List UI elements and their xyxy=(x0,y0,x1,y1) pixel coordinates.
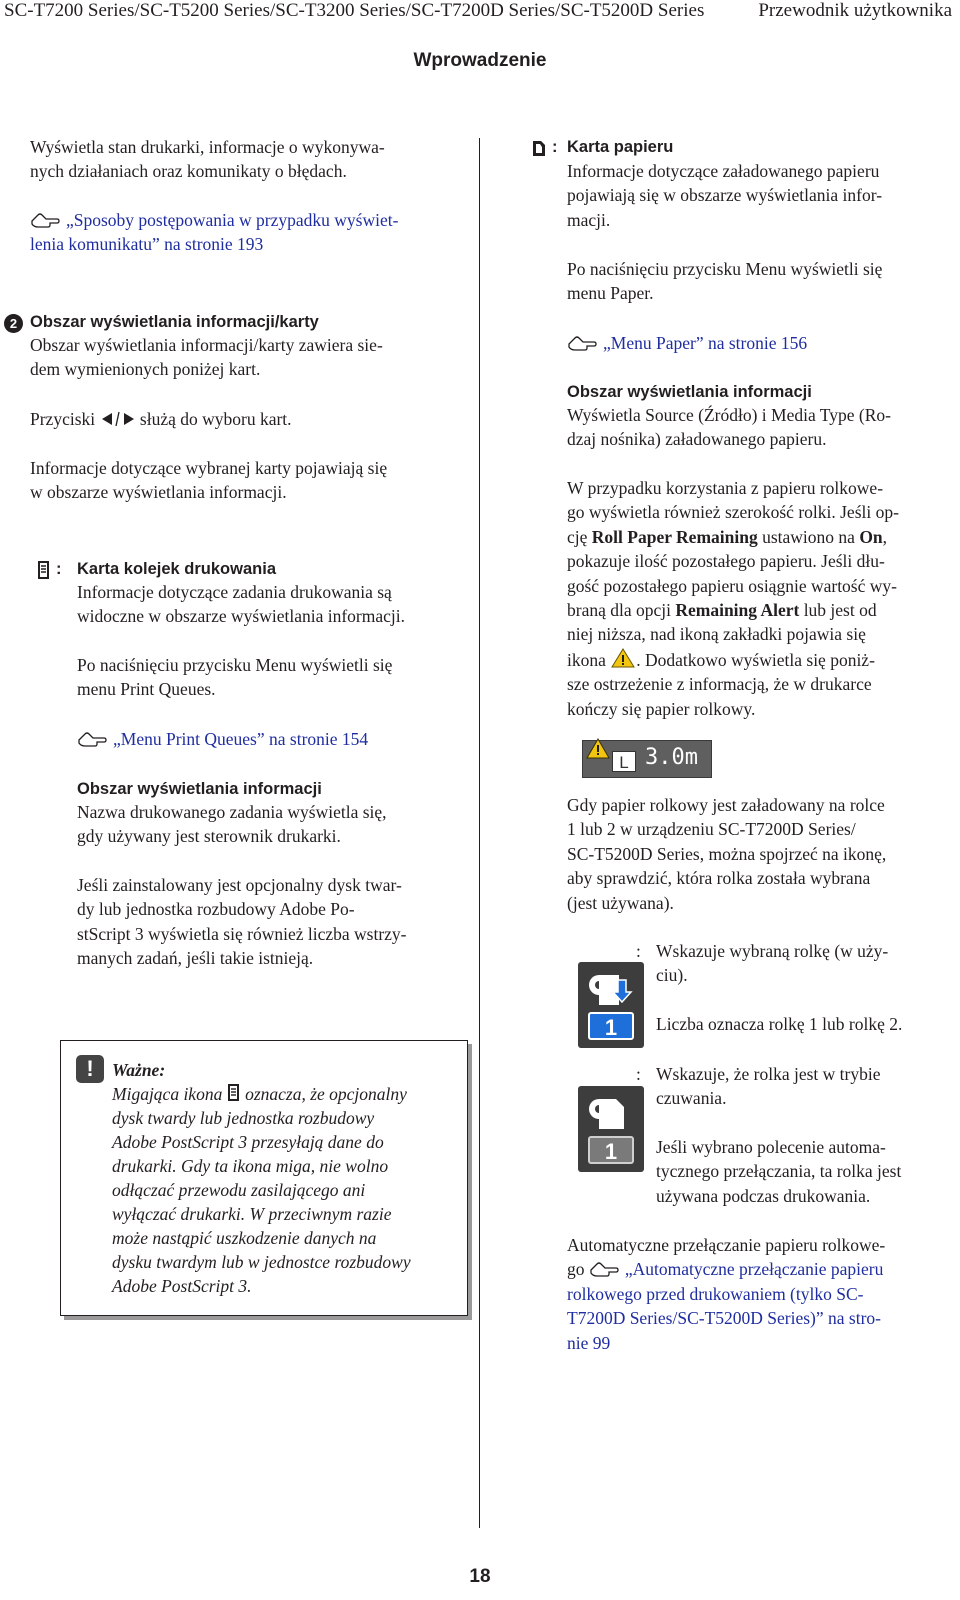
intro-paragraph: Wyświetla stan drukarki, informacje o wykonywa- nych działaniach oraz komunikaty o błędach. xyxy=(30,137,385,182)
standby-roll-text: Wskazuje, że rolka jest w trybie czuwania. xyxy=(656,1064,881,1109)
roll-letter-badge: L xyxy=(612,751,636,772)
paper-info-heading: Obszar wyświetlania informacji xyxy=(567,383,812,401)
print-queue-menu-text: Po naciśnięciu przycisku Menu wyświetli się menu Print Queues. xyxy=(77,655,393,700)
paper-colon: : xyxy=(552,138,558,156)
left-right-arrow-icon xyxy=(100,411,136,427)
paper-menu-text: Po naciśnięciu przycisku Menu wyświetli się menu Paper. xyxy=(567,259,883,304)
important-note-text: Ważne: Migająca ikona oznacza, że opcjonalny dysk twardy lub jednostka rozbudowy Adobe PostScript 3 przesyłają dane do drukarki. Gdy ta ikona miga, nie wolno odłączać przewodu zasilającego ani wyłączać drukarki. W przeciwnym razie może nastąpić uszkodzenie danych na dysku twardym lub w jednostce rozbudowy Adobe PostScript 3. xyxy=(112,1060,411,1296)
hdd-info-text: Jeśli zainstalowany jest opcjonalny dysk twar- dy lub jednostka rozbudowy Adobe Po- stScript 3 wyświetla się również liczba wstrzy- manych zadań, jeśli takie istnieją. xyxy=(77,875,407,969)
important-title: Ważne: xyxy=(112,1060,166,1080)
auto-switch-paragraph: Automatyczne przełączanie papieru rolkowe- go „Automatyczne przełączanie papieru rolkowego przed drukowaniem (tylko SC- T7200D Series/SC-T5200D Series)” na stro- nie 99 xyxy=(567,1235,886,1353)
info-tab-area-heading: Obszar wyświetlania informacji/karty xyxy=(30,313,319,331)
paper-tab-desc: Informacje dotyczące załadowanego papieru pojawiają się w obszarze wyświetlania infor- macji. xyxy=(567,161,883,230)
warning-icon xyxy=(610,647,636,669)
queue-colon: : xyxy=(56,560,62,578)
page-number: 18 xyxy=(469,1566,491,1587)
standby-colon: : xyxy=(636,1064,641,1084)
roll-selected-icon xyxy=(578,962,644,1048)
queue-info-desc: Nazwa drukowanego zadania wyświetla się, gdy używany jest sterownik drukarki. xyxy=(77,802,387,847)
item-number-2: 2 xyxy=(4,314,23,333)
pointing-hand-icon xyxy=(77,729,107,747)
pointing-hand-icon xyxy=(589,1259,619,1277)
queue-info-heading: Obszar wyświetlania informacji xyxy=(77,780,322,798)
auto-switch-link[interactable]: „Automatyczne przełączanie papieru xyxy=(589,1259,883,1279)
roll-number-badge: 1 xyxy=(588,1012,634,1040)
header-guide-title: Przewodnik użytkownika xyxy=(758,0,952,21)
section-title: Wprowadzenie xyxy=(413,50,547,71)
paper-info-desc: Wyświetla Source (Źródło) i Media Type (Ro- dzaj nośnika) załadowanego papieru. xyxy=(567,405,891,450)
error-messages-link[interactable]: „Sposoby postępowania w przypadku wyświet- lenia komunikatu” na stronie 193 xyxy=(30,210,399,255)
print-queue-heading: Karta kolejek drukowania xyxy=(77,560,276,578)
tab-info-text: Informacje dotyczące wybranej karty pojawiają się w obszarze wyświetlania informacji. xyxy=(30,458,388,503)
roll-number-text: Liczba oznacza rolkę 1 lub rolkę 2. xyxy=(656,1014,903,1034)
info-tab-area-desc: Obszar wyświetlania informacji/karty zawiera sie- dem wymienionych poniżej kart. xyxy=(30,335,383,380)
menu-paper-link[interactable]: „Menu Paper” na stronie 156 xyxy=(567,331,807,355)
auto-switch-roll-text: Jeśli wybrano polecenie automa- tycznego przełączania, ta rolka jest używana podczas drukowania. xyxy=(656,1137,902,1206)
roll-standby-icon xyxy=(578,1086,644,1172)
print-queue-icon xyxy=(227,1083,241,1103)
tab-navigation-text: Przyciski służą do wyboru kart. xyxy=(30,409,292,429)
print-queue-icon xyxy=(36,560,52,587)
header-series: SC-T7200 Series/SC-T5200 Series/SC-T3200 Series/SC-T7200D Series/SC-T5200D Series xyxy=(4,0,705,21)
selected-colon: : xyxy=(636,941,641,961)
roll-paper-remaining-text: W przypadku korzystania z papieru rolkowe- go wyświetla również szerokość rolki. Jeśli op- cję Roll Paper Remaining ustawiono na On, pokazuje ilość pozostałego papieru. Jeśli dłu- gość pozostałego papieru osiągnie wartość wy- braną dla opcji Remaining Alert lub jest od niej niższa, nad ikoną zakładki pojawia się ikona . Dodatkowo wyświetla się poniż- sze ostrzeżenie z informacją, że w drukarce kończy się papier rolkowy. xyxy=(567,478,899,719)
print-queue-desc: Informacje dotyczące zadania drukowania są widoczne w obszarze wyświetlania informacji. xyxy=(77,582,405,627)
important-icon: ! xyxy=(76,1055,104,1083)
menu-print-queues-link[interactable]: „Menu Print Queues” na stronie 154 xyxy=(77,727,368,751)
paper-tab-icon xyxy=(530,138,548,163)
roll-remaining-value: 3.0m xyxy=(645,745,698,770)
paper-tab-heading: Karta papieru xyxy=(567,138,674,156)
dual-roll-text: Gdy papier rolkowy jest załadowany na rolce 1 lub 2 w urządzeniu SC-T7200D Series/ SC-T5200D Series, można spojrzeć na ikonę, aby sprawdzić, która rolka została wybrana (jest używana). xyxy=(567,795,887,913)
roll-number-badge: 1 xyxy=(588,1136,634,1164)
warning-icon xyxy=(586,738,610,760)
pointing-hand-icon xyxy=(30,210,60,228)
column-divider xyxy=(479,138,480,1528)
pointing-hand-icon xyxy=(567,333,597,351)
selected-roll-text: Wskazuje wybraną rolkę (w uży- ciu). xyxy=(656,941,889,986)
